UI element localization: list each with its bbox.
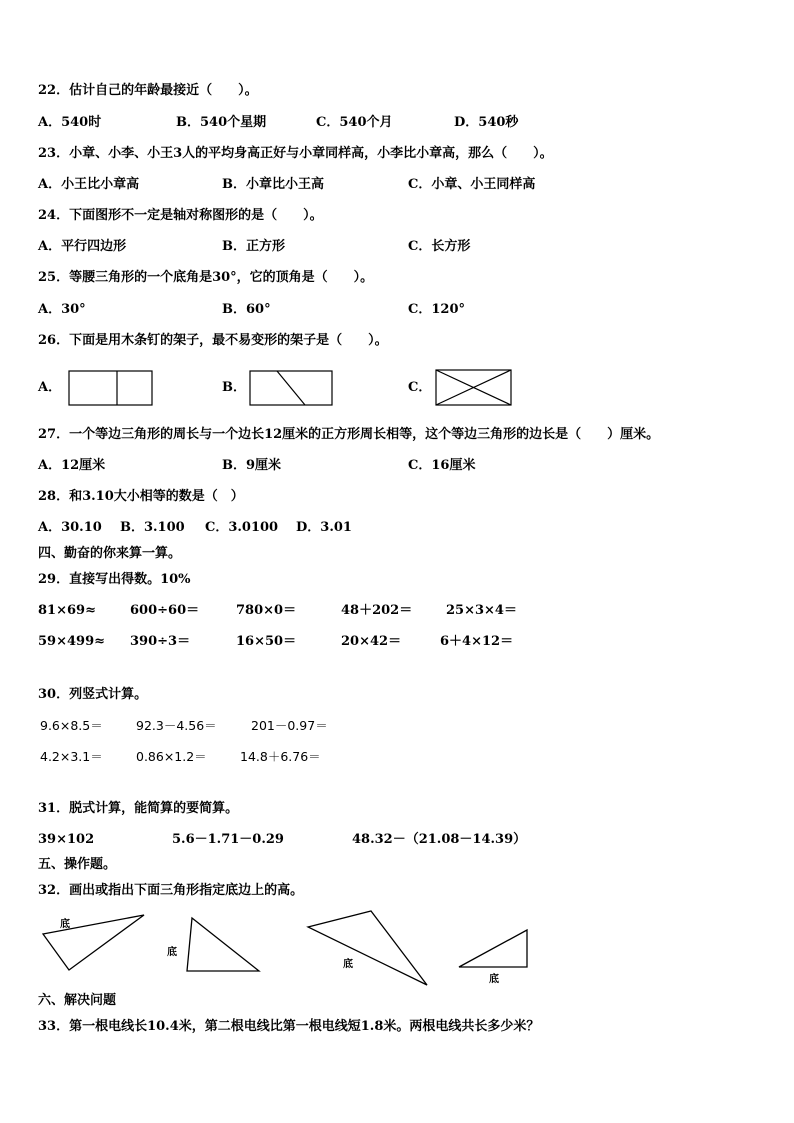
calc-item: 6＋4×12＝	[440, 634, 514, 649]
question-29-stem: 29．直接写出得数。10%	[38, 572, 191, 587]
question-26-stem: 26．下面是用木条钉的架子，最不易变形的架子是（ ）。	[38, 333, 388, 348]
option-a: A．540时	[38, 115, 102, 130]
calc-item: 20×42＝	[341, 634, 402, 649]
expression-item: 48.32－（21.08－14.39）	[352, 832, 527, 847]
option-b: B．9厘米	[222, 458, 282, 473]
option-d: D．540秒	[454, 115, 519, 130]
section-6-heading: 六、解决问题	[38, 993, 117, 1008]
option-c: C．540个月	[316, 115, 393, 130]
question-31-stem: 31．脱式计算，能简算的要简算。	[38, 801, 239, 816]
option-b: B．正方形	[222, 239, 285, 254]
vertical-calc-item: 4.2×3.1＝	[40, 749, 103, 764]
vertical-calc-item: 9.6×8.5＝	[40, 718, 103, 733]
option-a: A．30°	[38, 302, 86, 317]
frame-c-figure	[435, 369, 513, 408]
section-4-heading: 四、勤奋的你来算一算。	[38, 546, 182, 561]
option-a: A．小王比小章高	[38, 177, 140, 192]
calc-item: 600÷60＝	[130, 603, 200, 618]
expression-item: 39×102	[38, 832, 95, 847]
base-label: 底	[60, 919, 70, 930]
option-a: A．	[38, 380, 62, 395]
frame-a-figure	[68, 370, 154, 408]
question-32-stem: 32．画出或指出下面三角形指定底边上的高。	[38, 883, 304, 898]
calc-item: 16×50＝	[236, 634, 297, 649]
option-c: C．120°	[408, 302, 465, 317]
base-label: 底	[167, 947, 177, 958]
calc-item: 48＋202＝	[341, 603, 413, 618]
vertical-calc-item: 14.8＋6.76＝	[240, 749, 321, 764]
option-c: C．小章、小王同样高	[408, 177, 536, 192]
option-b: B．小章比小王高	[222, 177, 324, 192]
base-label: 底	[489, 974, 499, 985]
calc-item: 59×499≈	[38, 634, 106, 649]
frame-b-figure	[249, 370, 335, 408]
option-d: D．3.01	[296, 520, 352, 535]
triangle-2	[165, 915, 265, 975]
expression-item: 5.6－1.71－0.29	[172, 832, 284, 847]
calc-item: 25×3×4＝	[446, 603, 517, 618]
question-25-stem: 25．等腰三角形的一个底角是30°，它的顶角是（ ）。	[38, 270, 374, 285]
vertical-calc-item: 92.3－4.56＝	[136, 718, 217, 733]
option-b: B．	[222, 380, 246, 395]
vertical-calc-item: 0.86×1.2＝	[136, 749, 207, 764]
calc-item: 390÷3＝	[130, 634, 191, 649]
option-c: C．3.0100	[205, 520, 279, 535]
triangle-3	[305, 907, 433, 989]
question-22-stem: 22．估计自己的年龄最接近（ ）。	[38, 83, 258, 98]
option-b: B．540个星期	[176, 115, 267, 130]
section-5-heading: 五、操作题。	[38, 857, 117, 872]
base-label: 底	[343, 959, 353, 970]
question-24-stem: 24．下面图形不一定是轴对称图形的是（ ）。	[38, 208, 323, 223]
question-33-stem: 33．第一根电线长10.4米，第二根电线比第一根电线短1.8米。两根电线共长多少米？	[38, 1019, 540, 1034]
option-a: A．12厘米	[38, 458, 106, 473]
question-23-stem: 23．小章、小李、小王3人的平均身高正好与小章同样高，小李比小章高，那么（ ）。	[38, 146, 553, 161]
question-28-stem: 28．和3.10大小相等的数是（ ）	[38, 489, 244, 504]
vertical-calc-item: 201－0.97＝	[251, 718, 328, 733]
option-c: C．长方形	[408, 239, 471, 254]
option-b: B．3.100	[120, 520, 185, 535]
calc-item: 780×0＝	[236, 603, 297, 618]
option-b: B．60°	[222, 302, 271, 317]
option-a: A．30.10	[38, 520, 102, 535]
option-c: C．	[408, 380, 432, 395]
calc-item: 81×69≈	[38, 603, 96, 618]
question-30-stem: 30．列竖式计算。	[38, 687, 148, 702]
question-27-stem: 27．一个等边三角形的周长与一个边长12厘米的正方形周长相等，这个等边三角形的边长是（ ）厘米。	[38, 427, 660, 442]
triangle-4	[456, 927, 532, 989]
option-c: C．16厘米	[408, 458, 476, 473]
triangle-1	[40, 912, 150, 974]
option-a: A．平行四边形	[38, 239, 127, 254]
